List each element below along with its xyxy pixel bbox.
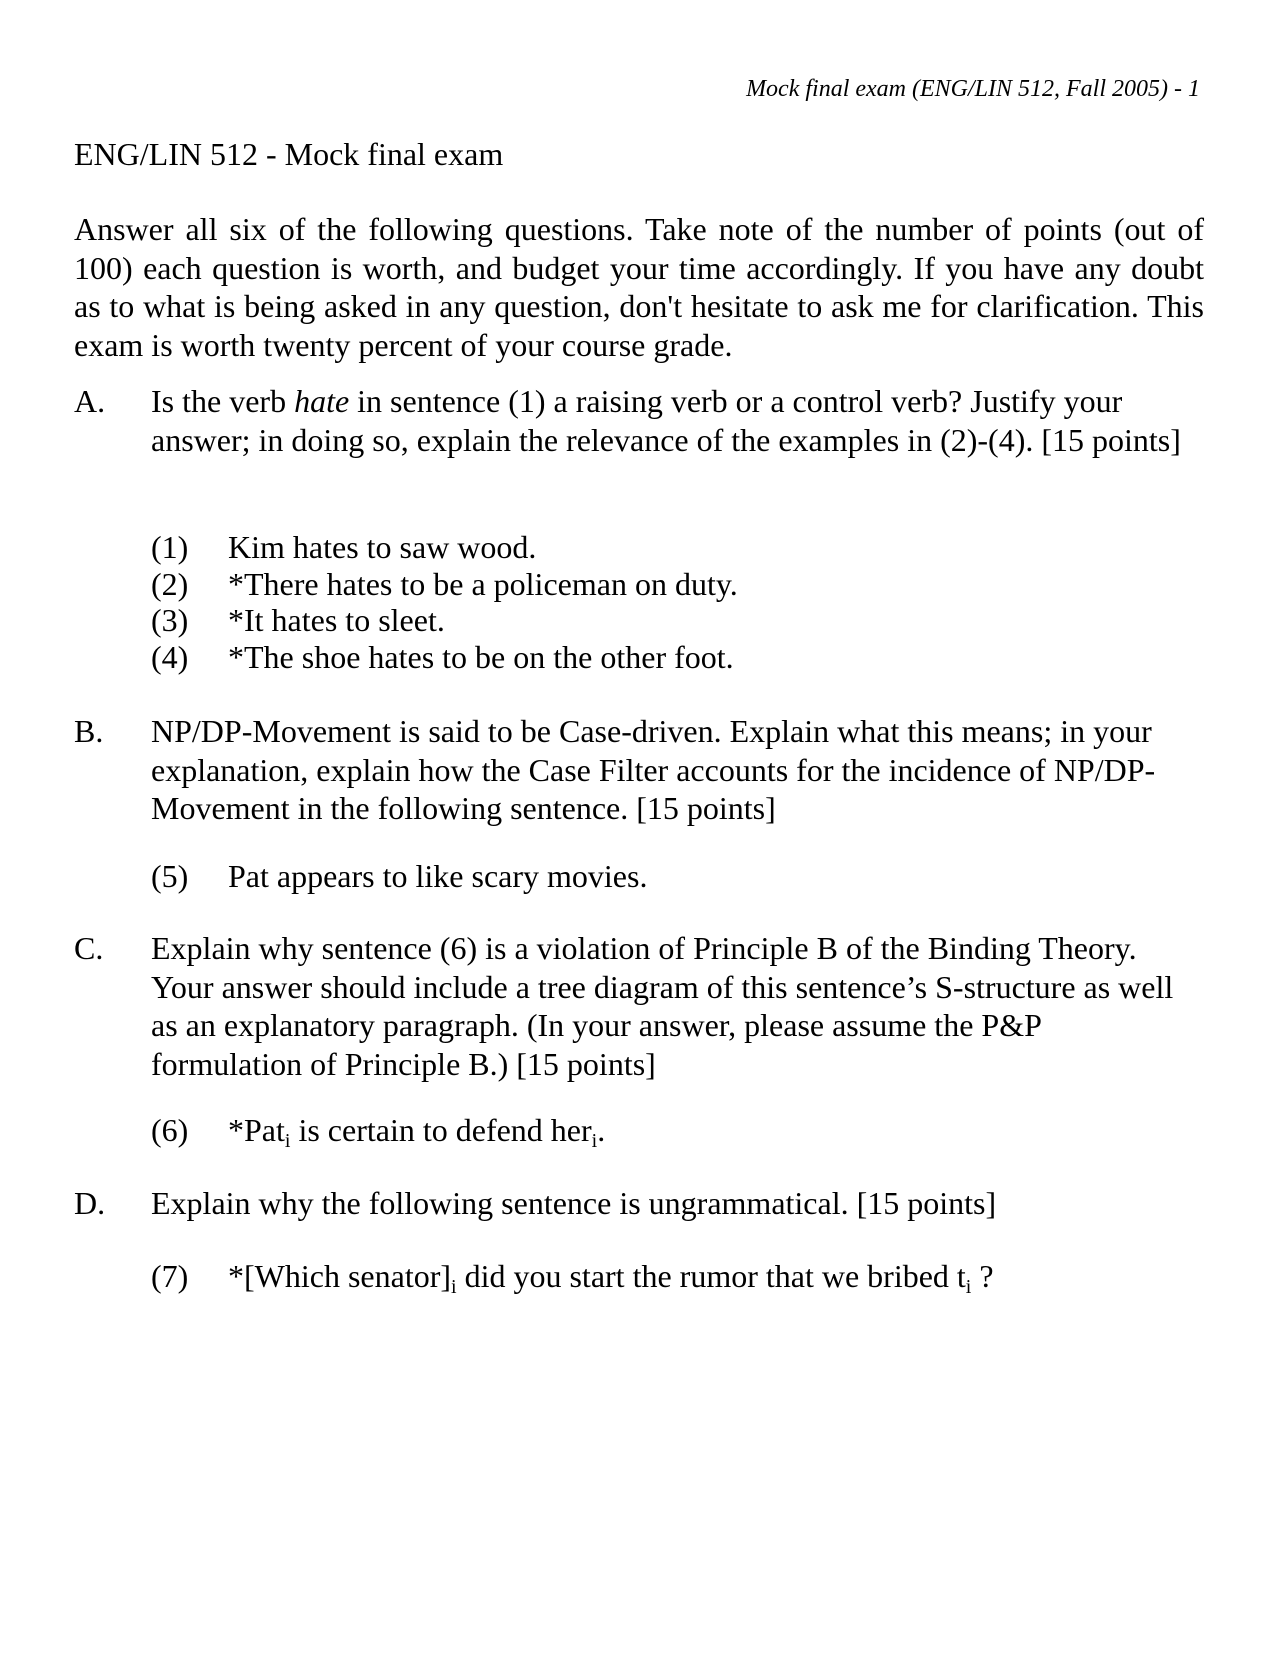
example-text-part: *[Which senator]	[228, 1258, 452, 1294]
document-title: ENG/LIN 512 - Mock final exam	[74, 136, 504, 172]
example-number: (4)	[151, 639, 189, 675]
example-text: *The shoe hates to be on the other foot.	[228, 639, 734, 675]
example-text-part: *Pat	[228, 1112, 285, 1148]
example-number: (2)	[151, 566, 189, 602]
example-text	[228, 1258, 994, 1298]
example-text: *It hates to sleet.	[228, 602, 445, 638]
instructions-paragraph: Answer all six of the following questions. Take note of the number of points (out of 100) each question is worth, and budget your time accordingly. If you have any doubt as to what is being asked in any question, don't hesitate to ask me for clarification. This exam is worth twenty percent of your course grade.	[74, 211, 1204, 363]
example-sentence	[151, 1111, 605, 1150]
example-sentence	[151, 857, 647, 896]
example-number: (7)	[151, 1258, 189, 1294]
example-text: *There hates to be a policeman on duty.	[228, 566, 738, 602]
example-text-part: is certain to defend her	[290, 1112, 592, 1148]
question-text: Explain why the following sentence is ungrammatical. [15 points]	[151, 1185, 997, 1221]
question-text-part: in sentence (1) a raising verb or a control verb? Justify your answer; in doing so, explain the relevance of the examples in (2)-(4). [15 points]	[151, 383, 1181, 458]
example-text-part: did you start the rumor that we bribed t	[456, 1258, 966, 1294]
example-number: (5)	[151, 858, 189, 894]
coindex-subscript: i	[451, 1276, 457, 1298]
question-letter: C.	[74, 930, 104, 966]
example-number: (6)	[151, 1112, 189, 1148]
example-sentence	[151, 1257, 994, 1296]
coindex-subscript: i	[965, 1276, 972, 1298]
example-text: Kim hates to saw wood.	[228, 529, 537, 565]
question-b	[74, 712, 1204, 828]
question-letter: D.	[74, 1185, 106, 1221]
example-text	[228, 1112, 606, 1152]
example-text-part: ?	[971, 1258, 994, 1294]
example-number: (1)	[151, 529, 189, 565]
question-text-emphasis: hate	[294, 383, 350, 419]
example-number: (3)	[151, 602, 189, 638]
example-text: Pat appears to like scary movies.	[228, 858, 648, 894]
question-text-part: Is the verb	[151, 383, 295, 419]
question-c	[74, 929, 1204, 1083]
question-text	[151, 382, 1186, 459]
example-sentence	[151, 565, 738, 604]
question-text: NP/DP-Movement is said to be Case-driven. Explain what this means; in your explanation, explain how the Case Filter accounts for the incidence of NP/DP-Movement in the following sentence. [15 points]	[151, 713, 1156, 826]
question-letter: A.	[74, 383, 106, 419]
coindex-subscript: i	[591, 1130, 598, 1152]
coindex-subscript: i	[284, 1130, 291, 1152]
example-sentence	[151, 528, 536, 567]
example-sentence	[151, 638, 734, 677]
example-text-part: .	[597, 1112, 606, 1148]
running-header: Mock final exam (ENG/LIN 512, Fall 2005) - 1	[746, 76, 1200, 102]
question-d	[74, 1184, 1204, 1223]
question-a	[74, 382, 1204, 459]
question-letter: B.	[74, 713, 104, 749]
example-sentence	[151, 601, 445, 640]
question-text: Explain why sentence (6) is a violation of Principle B of the Binding Theory. Your answer should include a tree diagram of this sentence’s S-structure as well as an explanatory paragraph. (In your answer, please assume the P&P formulation of Principle B.) [15 points]	[151, 930, 1174, 1082]
